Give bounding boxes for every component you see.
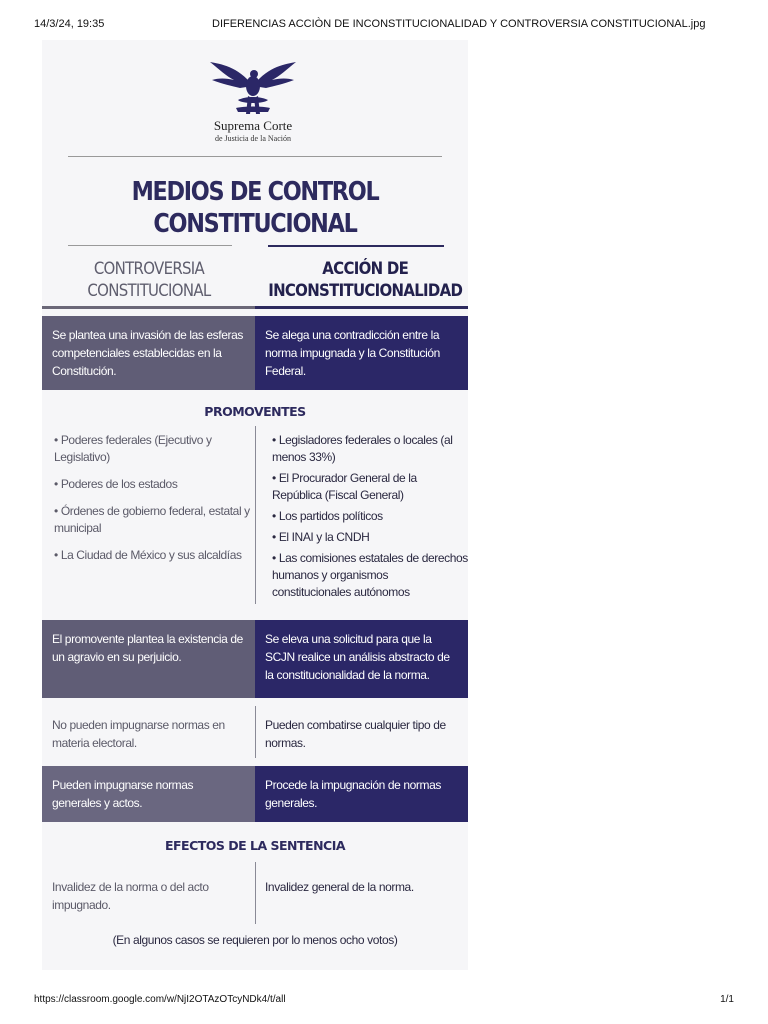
divider: [268, 245, 444, 247]
list-item: • Los partidos políticos: [272, 509, 383, 523]
promoventes-right-list: [272, 432, 468, 605]
list-item: • El INAI y la CNDH: [272, 530, 370, 544]
print-url: https://classroom.google.com/w/NjI2OTAzOTcyNDk4/t/all: [34, 994, 286, 1005]
electoral-left: No pueden impugnarse normas en materia electoral.: [52, 718, 225, 750]
section-title-efectos: EFECTOS DE LA SENTENCIA: [164, 838, 346, 853]
promoventes-left-list: [54, 432, 250, 574]
list-item: • Las comisiones estatales de derechos humanos y organismos constitucionales autónomos: [272, 551, 468, 599]
eagle-emblem-icon: [208, 56, 298, 116]
divider: [255, 306, 468, 309]
electoral-right: Pueden combatirse cualquier tipo de normas.: [265, 718, 446, 750]
agravio-left: El promovente plantea la existencia de un agravio en su perjuicio.: [42, 620, 255, 698]
section-title-promoventes: PROMOVENTES: [204, 404, 306, 419]
divider: [42, 306, 255, 309]
efectos-left: Invalidez de la norma o del acto impugnado.: [52, 880, 209, 912]
efectos-right: Invalidez general de la norma.: [265, 880, 414, 894]
definition-right: Se alega una contradicción entre la norma impugnada y la Constitución Federal.: [255, 316, 468, 390]
list-item: • Poderes federales (Ejecutivo y Legislativo): [54, 433, 212, 464]
list-item: • El Procurador General de la República (Fiscal General): [272, 471, 417, 502]
normas-right: Procede la impugnación de normas generales.: [255, 766, 468, 822]
list-item: • Órdenes de gobierno federal, estatal y municipal: [54, 504, 250, 535]
normas-left: Pueden impugnarse normas generales y actos.: [42, 766, 255, 822]
definition-left: Se plantea una invasión de las esferas competenciales establecidas en la Constitución.: [42, 316, 255, 390]
footnote: (En algunos casos se requieren por lo menos ocho votos): [112, 933, 398, 947]
page-title: MEDIOS DE CONTROL CONSTITUCIONAL: [131, 177, 379, 239]
org-name: Suprema Corte: [213, 118, 293, 133]
column-header-accion: ACCIÓN DE INCONSTITUCIONALIDAD: [268, 259, 463, 301]
scjn-logo: [200, 56, 306, 156]
org-subname: de Justicia de la Nación: [215, 134, 291, 143]
print-datetime: 14/3/24, 19:35: [34, 18, 105, 30]
list-item: • La Ciudad de México y sus alcaldías: [54, 548, 242, 562]
divider: [68, 156, 442, 157]
column-header-controversia: CONTROVERSIA CONSTITUCIONAL: [86, 259, 211, 301]
list-item: • Poderes de los estados: [54, 477, 178, 491]
page-number: 1/1: [720, 994, 734, 1005]
list-item: • Legisladores federales o locales (al menos 33%): [272, 433, 453, 464]
print-filename: DIFERENCIAS ACCIÒN DE INCONSTITUCIONALIDAD Y CONTROVERSIA CONSTITUCIONAL.jpg: [212, 18, 706, 30]
infographic: [42, 40, 468, 970]
agravio-right: Se eleva una solicitud para que la SCJN realice un análisis abstracto de la constitucionalidad de la norma.: [255, 620, 468, 698]
divider: [68, 245, 232, 246]
column-divider: [255, 426, 256, 604]
